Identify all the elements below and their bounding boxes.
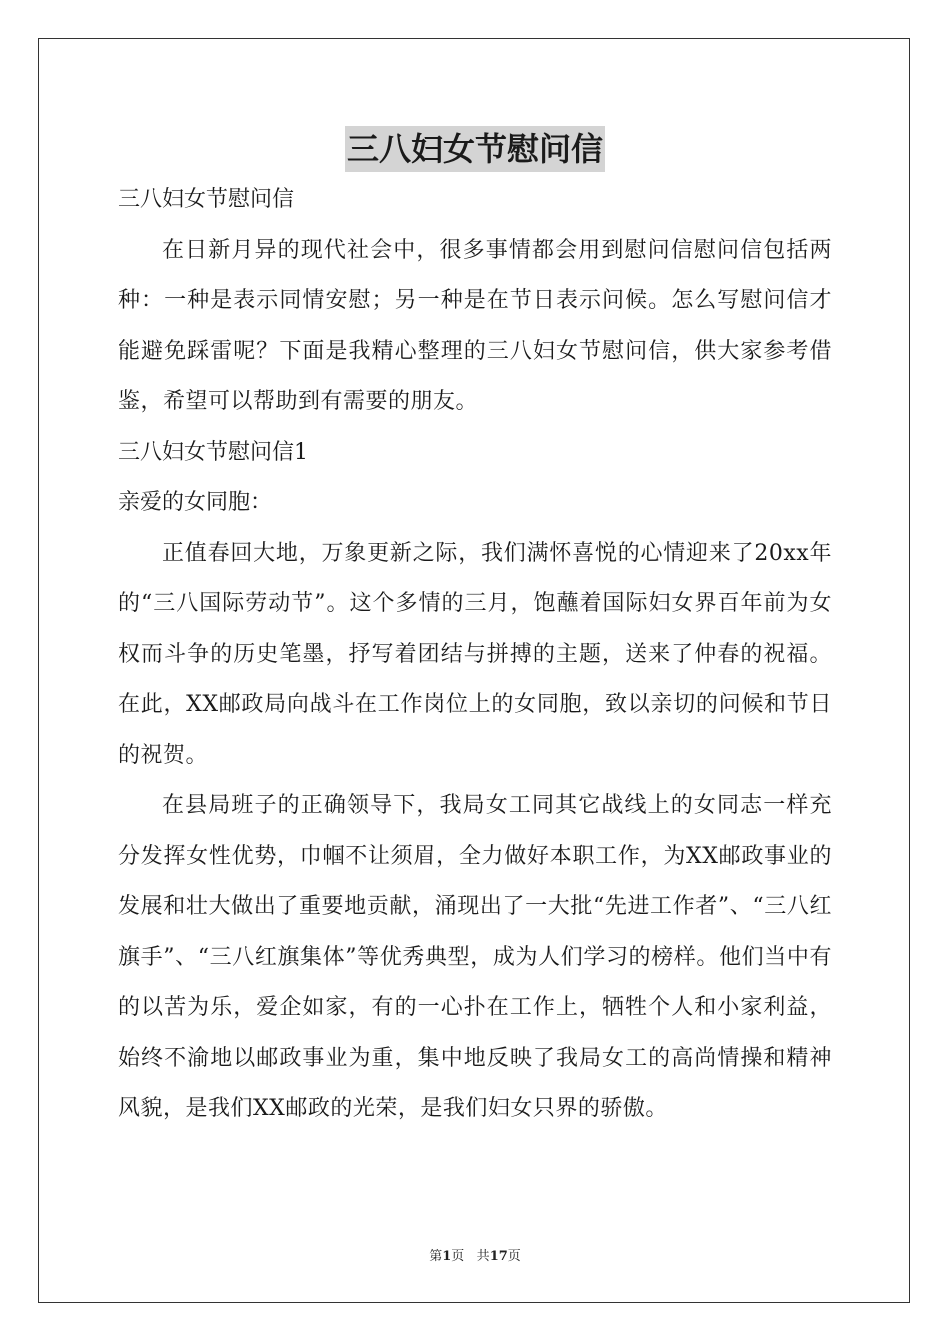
body-paragraph-2: 在县局班子的正确领导下，我局女工同其它战线上的女同志一样充分发挥女性优势，巾帼不让须眉，全力做好本职工作，为XX邮政事业的发展和壮大做出了重要地贡献，涌现出了一大批“先进工作者”、“三八红旗手”、“三八红旗集体”等优秀典型，成为人们学习的榜样。他们当中有的以苦为乐，爱企如家，有的一心扑在工作上，牺牲个人和小家利益，始终不渝地以邮政事业为重，集中地反映了我局女工的高尚情操和精神风貌，是我们XX邮政的光荣，是我们妇女只界的骄傲。	[118, 793, 832, 1121]
intro-paragraph: 在日新月异的现代社会中，很多事情都会用到慰问信慰问信包括两种：一种是表示同情安慰；另一种是在节日表示问候。怎么写慰问信才能避免踩雷呢？下面是我精心整理的三八妇女节慰问信，供大家参考借鉴，希望可以帮助到有需要的朋友。	[118, 237, 832, 414]
document-body	[118, 175, 832, 1135]
body-paragraph-1: 正值春回大地，万象更新之际，我们满怀喜悦的心情迎来了20xx年的“三八国际劳动节”。这个多情的三月，饱蘸着国际妇女界百年前为女权而斗争的历史笔墨，抒写着团结与拼搏的主题，送来了仲春的祝福。在此，XX邮政局向战斗在工作岗位上的女同胞，致以亲切的问候和节日的祝贺。	[118, 540, 832, 768]
section-heading: 三八妇女节慰问信1	[118, 439, 308, 465]
total-prefix: 共	[476, 1249, 490, 1264]
title-container	[0, 126, 950, 172]
page-footer	[0, 1248, 950, 1266]
document-subtitle: 三八妇女节慰问信	[118, 187, 295, 212]
total-suffix: 页	[507, 1249, 521, 1264]
document-title: 三八妇女节慰问信	[345, 126, 605, 172]
page-prefix: 第	[429, 1249, 443, 1264]
page-current: 1	[442, 1249, 452, 1264]
page-suffix: 页	[451, 1249, 465, 1264]
page-total: 17	[489, 1249, 508, 1264]
salutation: 亲爱的女同胞：	[118, 490, 273, 515]
